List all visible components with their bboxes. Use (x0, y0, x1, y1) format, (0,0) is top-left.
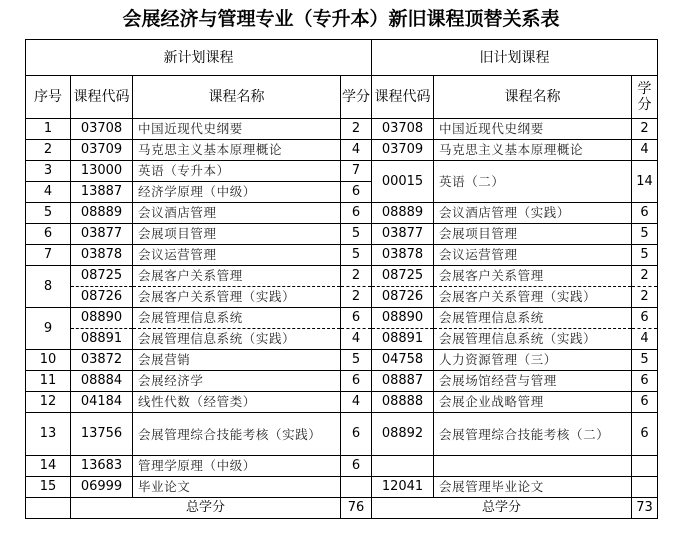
column-header-row (26, 76, 658, 119)
old-name-cell (434, 456, 632, 477)
old-name-cell: 会展企业战略管理 (434, 392, 632, 413)
old-name-cell: 会展场馆经营与管理 (434, 371, 632, 392)
course-mapping-table (25, 39, 658, 519)
old-credit-cell: 14 (632, 161, 658, 203)
old-credit-cell: 5 (632, 350, 658, 371)
new-name-cell: 线性代数（经管类） (133, 392, 341, 413)
table-row (26, 329, 658, 350)
old-name-cell: 会展项目管理 (434, 224, 632, 245)
new-credit-cell: 4 (341, 392, 372, 413)
seq-header: 序号 (26, 76, 71, 119)
new-credit-cell: 6 (341, 413, 372, 456)
old-code-cell: 08889 (372, 203, 434, 224)
new-name-cell: 会展客户关系管理 (133, 266, 341, 287)
old-credit-cell (632, 477, 658, 498)
new-code-cell: 08889 (71, 203, 133, 224)
old-name-cell: 会议运营管理 (434, 245, 632, 266)
old-code-cell: 08891 (372, 329, 434, 350)
new-credit-cell: 2 (341, 119, 372, 140)
seq-cell: 6 (26, 224, 71, 245)
new-code-cell: 03878 (71, 245, 133, 266)
table-row (26, 392, 658, 413)
seq-cell: 5 (26, 203, 71, 224)
old-code-cell: 03708 (372, 119, 434, 140)
old-total-label: 总学分 (372, 498, 632, 519)
new-code-cell: 08884 (71, 371, 133, 392)
old-credit-cell: 6 (632, 413, 658, 456)
table-row (26, 413, 658, 456)
new-code-cell: 08891 (71, 329, 133, 350)
old-name-header: 课程名称 (434, 76, 632, 119)
new-code-cell: 03709 (71, 140, 133, 161)
seq-cell: 2 (26, 140, 71, 161)
old-name-cell: 会展管理综合技能考核（二） (434, 413, 632, 456)
new-code-cell: 13756 (71, 413, 133, 456)
new-credit-cell: 5 (341, 224, 372, 245)
old-credit-cell: 4 (632, 140, 658, 161)
new-name-cell: 会展管理信息系统 (133, 308, 341, 329)
new-name-cell: 英语（专升本） (133, 161, 341, 182)
new-name-cell: 会展经济学 (133, 371, 341, 392)
new-credit-cell (341, 477, 372, 498)
new-credit-cell: 6 (341, 182, 372, 203)
old-credit-cell: 2 (632, 266, 658, 287)
old-code-header: 课程代码 (372, 76, 434, 119)
new-code-cell: 06999 (71, 477, 133, 498)
new-name-cell: 会议酒店管理 (133, 203, 341, 224)
old-name-cell: 会展客户关系管理 (434, 266, 632, 287)
seq-cell: 3 (26, 161, 71, 182)
table-row (26, 456, 658, 477)
seq-cell: 7 (26, 245, 71, 266)
new-code-cell: 03708 (71, 119, 133, 140)
new-code-header: 课程代码 (71, 76, 133, 119)
table-row (26, 161, 658, 182)
table-row (26, 245, 658, 266)
new-credit-cell: 6 (341, 456, 372, 477)
table-row (26, 477, 658, 498)
new-code-cell: 13000 (71, 161, 133, 182)
old-code-cell: 08888 (372, 392, 434, 413)
new-credit-cell: 6 (341, 203, 372, 224)
old-credit-header: 学分 (632, 76, 658, 119)
new-total-value: 76 (341, 498, 372, 519)
group-header-row (26, 40, 658, 76)
new-credit-cell: 2 (341, 287, 372, 308)
totals-row (26, 498, 658, 519)
seq-cell: 12 (26, 392, 71, 413)
old-credit-cell: 6 (632, 371, 658, 392)
table-row (26, 224, 658, 245)
new-name-cell: 经济学原理（中级） (133, 182, 341, 203)
old-name-cell: 会展管理毕业论文 (434, 477, 632, 498)
new-code-cell: 03877 (71, 224, 133, 245)
old-code-cell: 03877 (372, 224, 434, 245)
old-name-cell: 会议酒店管理（实践） (434, 203, 632, 224)
old-code-cell: 03709 (372, 140, 434, 161)
new-credit-header: 学分 (341, 76, 372, 119)
new-name-cell: 管理学原理（中级） (133, 456, 341, 477)
new-name-cell: 中国近现代史纲要 (133, 119, 341, 140)
new-credit-cell: 5 (341, 245, 372, 266)
old-credit-cell: 6 (632, 392, 658, 413)
old-name-cell: 会展管理信息系统（实践） (434, 329, 632, 350)
old-code-cell: 08725 (372, 266, 434, 287)
old-name-cell: 中国近现代史纲要 (434, 119, 632, 140)
old-credit-cell: 5 (632, 224, 658, 245)
table-row (26, 371, 658, 392)
new-total-label: 总学分 (71, 498, 341, 519)
new-credit-cell: 7 (341, 161, 372, 182)
new-name-cell: 会议运营管理 (133, 245, 341, 266)
old-plan-header: 旧计划课程 (372, 40, 658, 76)
old-name-cell: 人力资源管理（三） (434, 350, 632, 371)
new-code-cell: 04184 (71, 392, 133, 413)
seq-cell: 10 (26, 350, 71, 371)
old-name-cell: 会展客户关系管理（实践） (434, 287, 632, 308)
old-total-value: 73 (632, 498, 658, 519)
new-code-cell: 08725 (71, 266, 133, 287)
old-name-cell: 会展管理信息系统 (434, 308, 632, 329)
table-row (26, 287, 658, 308)
new-name-cell: 马克思主义基本原理概论 (133, 140, 341, 161)
new-name-header: 课程名称 (133, 76, 341, 119)
old-credit-cell: 6 (632, 308, 658, 329)
new-code-cell: 08726 (71, 287, 133, 308)
new-plan-header: 新计划课程 (26, 40, 372, 76)
table-row (26, 308, 658, 329)
new-name-cell: 会展营销 (133, 350, 341, 371)
table-row (26, 140, 658, 161)
seq-cell: 1 (26, 119, 71, 140)
old-code-cell (372, 456, 434, 477)
totals-blank-cell (26, 498, 71, 519)
new-name-cell: 会展管理信息系统（实践） (133, 329, 341, 350)
new-credit-cell: 2 (341, 266, 372, 287)
new-credit-cell: 6 (341, 308, 372, 329)
new-name-cell: 毕业论文 (133, 477, 341, 498)
seq-cell: 13 (26, 413, 71, 456)
old-code-cell: 08892 (372, 413, 434, 456)
old-credit-cell (632, 456, 658, 477)
new-name-cell: 会展项目管理 (133, 224, 341, 245)
new-name-cell: 会展管理综合技能考核（实践） (133, 413, 341, 456)
old-code-cell: 08887 (372, 371, 434, 392)
new-code-cell: 13887 (71, 182, 133, 203)
new-code-cell: 08890 (71, 308, 133, 329)
old-credit-cell: 2 (632, 287, 658, 308)
table-row (26, 119, 658, 140)
table-row (26, 350, 658, 371)
table-row (26, 203, 658, 224)
new-name-cell: 会展客户关系管理（实践） (133, 287, 341, 308)
old-name-cell: 英语（二） (434, 161, 632, 203)
old-code-cell: 12041 (372, 477, 434, 498)
old-credit-cell: 2 (632, 119, 658, 140)
old-credit-cell: 5 (632, 245, 658, 266)
seq-cell: 8 (26, 266, 71, 308)
old-code-cell: 08890 (372, 308, 434, 329)
seq-cell: 14 (26, 456, 71, 477)
old-code-cell: 00015 (372, 161, 434, 203)
old-name-cell: 马克思主义基本原理概论 (434, 140, 632, 161)
old-credit-cell: 6 (632, 203, 658, 224)
new-credit-cell: 4 (341, 329, 372, 350)
table-row (26, 266, 658, 287)
seq-cell: 11 (26, 371, 71, 392)
old-code-cell: 08726 (372, 287, 434, 308)
new-credit-cell: 5 (341, 350, 372, 371)
new-credit-cell: 6 (341, 371, 372, 392)
new-code-cell: 03872 (71, 350, 133, 371)
old-code-cell: 03878 (372, 245, 434, 266)
seq-cell: 9 (26, 308, 71, 350)
new-credit-cell: 4 (341, 140, 372, 161)
seq-cell: 15 (26, 477, 71, 498)
document-title: 会展经济与管理专业（专升本）新旧课程顶替关系表 (122, 8, 560, 30)
new-code-cell: 13683 (71, 456, 133, 477)
seq-cell: 4 (26, 182, 71, 203)
old-code-cell: 04758 (372, 350, 434, 371)
old-credit-cell: 4 (632, 329, 658, 350)
